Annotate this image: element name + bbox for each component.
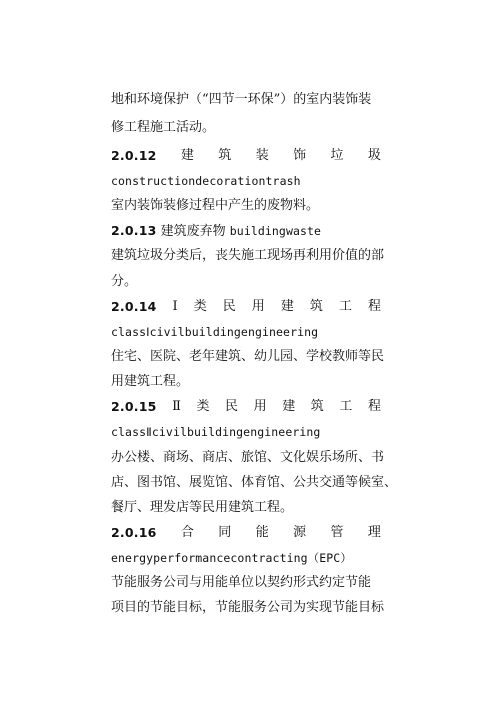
term-char: 程 <box>367 399 381 414</box>
definition-line: 店、图书馆、展览馆、体育馆、公共交通等候室、 <box>111 475 398 490</box>
term-char: 建 <box>280 299 294 314</box>
english-term: classⅡcivilbuildingengineering <box>111 425 321 439</box>
english-term: energyperformancecontracting（EPC） <box>111 551 352 565</box>
term-char: Ⅰ <box>172 299 178 314</box>
term-char: 筑 <box>309 299 323 314</box>
definition-line: 建筑垃圾分类后，丧失施工现场再利用价值的部 <box>111 248 385 263</box>
term-char: 用 <box>253 399 267 414</box>
term-char: 工 <box>338 299 352 314</box>
term-chinese: 建筑废弃物 <box>156 224 230 239</box>
term-heading-2-0-13 <box>111 222 381 240</box>
term-heading-2-0-15 <box>111 398 381 416</box>
definition-line: 项目的节能目标，节能服务公司为实现节能目标 <box>111 600 385 615</box>
english-term: constructiondecorationtrash <box>111 174 301 188</box>
term-english: buildingwaste <box>229 224 322 238</box>
term-char: 合 <box>180 525 194 540</box>
term-number: 2.0.15 <box>111 399 157 414</box>
term-char: 用 <box>251 299 265 314</box>
definition-line: 餐厅、理发店等民用建筑工程。 <box>111 500 294 515</box>
paragraph-line: 修工程施工活动。 <box>111 120 216 135</box>
term-char: 建 <box>180 148 194 163</box>
term-char: 垃 <box>330 148 344 163</box>
term-char: 装 <box>255 148 269 163</box>
term-char: 饰 <box>293 148 307 163</box>
term-number: 2.0.12 <box>111 148 157 163</box>
term-heading-2-0-14 <box>111 298 381 316</box>
english-term: classⅠcivilbuildingengineering <box>111 325 319 339</box>
term-heading-2-0-12 <box>111 147 381 165</box>
definition-line: 办公楼、商场、商店、旅馆、文化娱乐场所、书 <box>111 450 385 465</box>
term-number: 2.0.13 <box>111 223 157 238</box>
definition-line: 分。 <box>111 274 138 289</box>
term-char: 民 <box>225 399 239 414</box>
term-char: 工 <box>339 399 353 414</box>
definition-line: 室内装饰装修过程中产生的废物料。 <box>111 198 320 213</box>
term-char: Ⅱ <box>172 399 181 414</box>
term-heading-2-0-16 <box>111 524 381 542</box>
term-char: 筑 <box>310 399 324 414</box>
term-char: 类 <box>193 299 207 314</box>
term-char: 能 <box>255 525 269 540</box>
paragraph-line: 地和环境保护（“四节一环保”）的室内装饰装 <box>111 92 372 107</box>
term-char: 建 <box>282 399 296 414</box>
term-char: 理 <box>367 525 381 540</box>
term-char: 同 <box>218 525 232 540</box>
definition-line: 住宅、医院、老年建筑、幼儿园、学校教师等民 <box>111 349 385 364</box>
term-char: 圾 <box>367 148 381 163</box>
term-char: 程 <box>367 299 381 314</box>
term-char: 源 <box>293 525 307 540</box>
term-char: 管 <box>330 525 344 540</box>
term-number: 2.0.14 <box>111 299 157 314</box>
term-number: 2.0.16 <box>111 525 157 540</box>
definition-line: 节能服务公司与用能单位以契约形式约定节能 <box>111 575 372 590</box>
term-char: 筑 <box>218 148 232 163</box>
definition-line: 用建筑工程。 <box>111 374 190 389</box>
term-char: 类 <box>196 399 210 414</box>
term-char: 民 <box>222 299 236 314</box>
